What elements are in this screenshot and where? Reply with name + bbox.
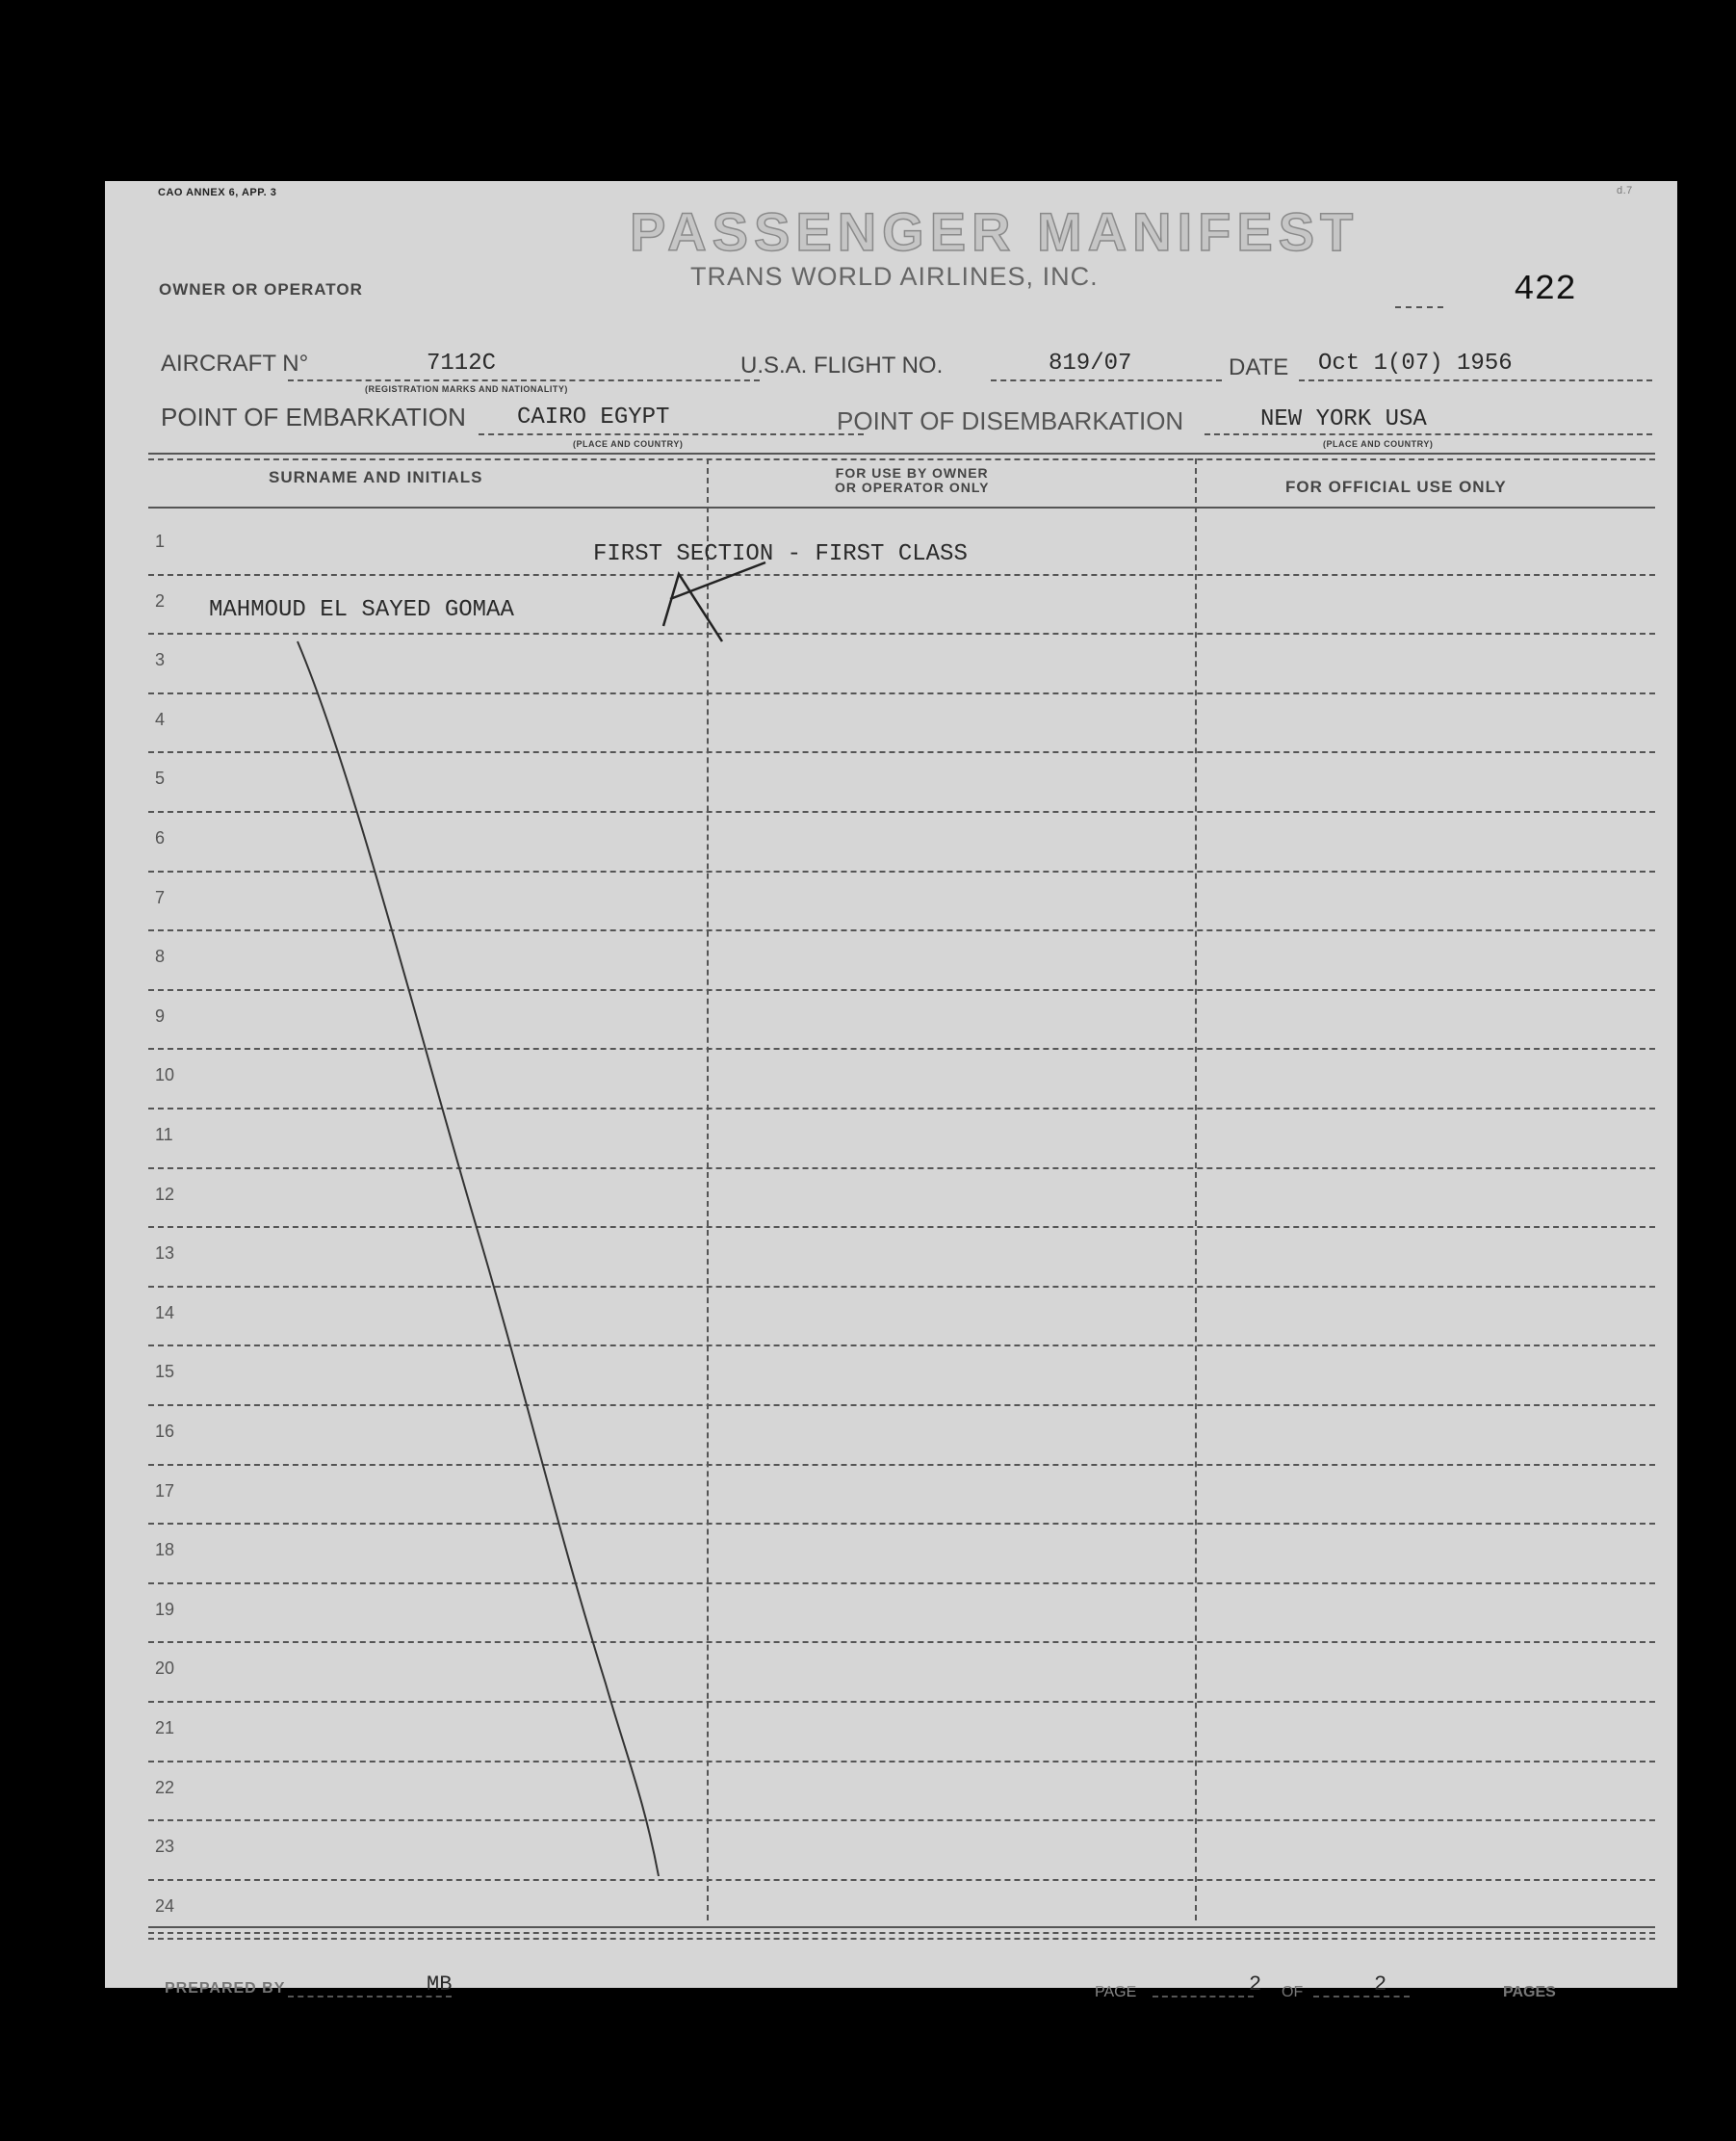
section-note: FIRST SECTION - FIRST CLASS (593, 541, 968, 567)
passenger-name: MAHMOUD EL SAYED GOMAA (209, 597, 514, 623)
date-value: Oct 1(07) 1956 (1318, 351, 1513, 377)
flight-number-label: U.S.A. FLIGHT NO. (740, 352, 944, 379)
row-number: 20 (155, 1658, 175, 1678)
row-number: 8 (155, 947, 166, 966)
disembarkation-label: POINT OF DISEMBARKATION (837, 406, 1184, 435)
checkmark-scribble (663, 562, 765, 641)
disembarkation-sublabel: (PLACE AND COUNTRY) (1323, 439, 1434, 449)
col-header-surname: SURNAME AND INITIALS (269, 468, 483, 486)
row-number: 5 (155, 769, 166, 788)
row-number: 17 (155, 1481, 175, 1501)
manifest-sheet (105, 181, 1677, 2000)
form-title: PASSENGER MANIFEST (630, 201, 1360, 262)
row-number: 13 (155, 1243, 175, 1263)
owner-operator-label: OWNER OR OPERATOR (159, 280, 363, 299)
pages-label: PAGES (1503, 1984, 1556, 2000)
aircraft-sublabel: (REGISTRATION MARKS AND NATIONALITY) (365, 384, 568, 394)
row-number: 16 (155, 1422, 175, 1441)
page-underline (1153, 1996, 1254, 1997)
row-number: 22 (155, 1778, 175, 1797)
row-number: 4 (155, 710, 166, 729)
handwritten-marks (105, 181, 1677, 1988)
page-label: PAGE (1095, 1984, 1137, 2000)
row-number: 6 (155, 828, 166, 848)
row-number: 10 (155, 1065, 175, 1084)
col-header-owner-use-line2: OR OPERATOR ONLY (835, 480, 990, 495)
row-number: 2 (155, 591, 166, 611)
of-value: 2 (1374, 1972, 1387, 1997)
embarkation-sublabel: (PLACE AND COUNTRY) (573, 439, 684, 449)
row-number: 3 (155, 650, 166, 669)
row-number: 7 (155, 888, 166, 907)
embarkation-value: CAIRO EGYPT (517, 405, 670, 431)
col-header-official: FOR OFFICIAL USE ONLY (1285, 478, 1507, 496)
row-number: 9 (155, 1006, 166, 1026)
row-number: 23 (155, 1837, 175, 1856)
aircraft-label: AIRCRAFT N° (161, 351, 309, 377)
row-number: 15 (155, 1362, 175, 1381)
row-number: 11 (155, 1125, 173, 1144)
form-code: CAO ANNEX 6, APP. 3 (158, 187, 277, 198)
embarkation-label: POINT OF EMBARKATION (161, 403, 466, 431)
row-number: 21 (155, 1718, 175, 1737)
disembarkation-value: NEW YORK USA (1260, 406, 1427, 432)
corner-mark: d.7 (1617, 185, 1633, 196)
row-number: 18 (155, 1540, 175, 1559)
row-number: 19 (155, 1600, 175, 1619)
flight-number-value: 819/07 (1049, 351, 1132, 377)
prepared-by-label: PREPARED BY (165, 1980, 286, 1997)
row-number: 14 (155, 1303, 175, 1322)
aircraft-value: 7112C (427, 351, 497, 377)
prepared-by-value: MB (427, 1972, 453, 1997)
strike-through-line (298, 641, 659, 1876)
row-number: 12 (155, 1185, 175, 1204)
of-underline (1313, 1996, 1410, 1997)
of-label: OF (1282, 1984, 1304, 2000)
row-number: 24 (155, 1896, 175, 1916)
page-stamp-number: 422 (1514, 270, 1576, 309)
airline-name: TRANS WORLD AIRLINES, INC. (690, 262, 1099, 291)
col-header-owner-use-line1: FOR USE BY OWNER (835, 465, 989, 481)
page-value: 2 (1249, 1972, 1262, 1997)
date-label: DATE (1229, 354, 1289, 380)
row-number: 1 (155, 532, 166, 551)
